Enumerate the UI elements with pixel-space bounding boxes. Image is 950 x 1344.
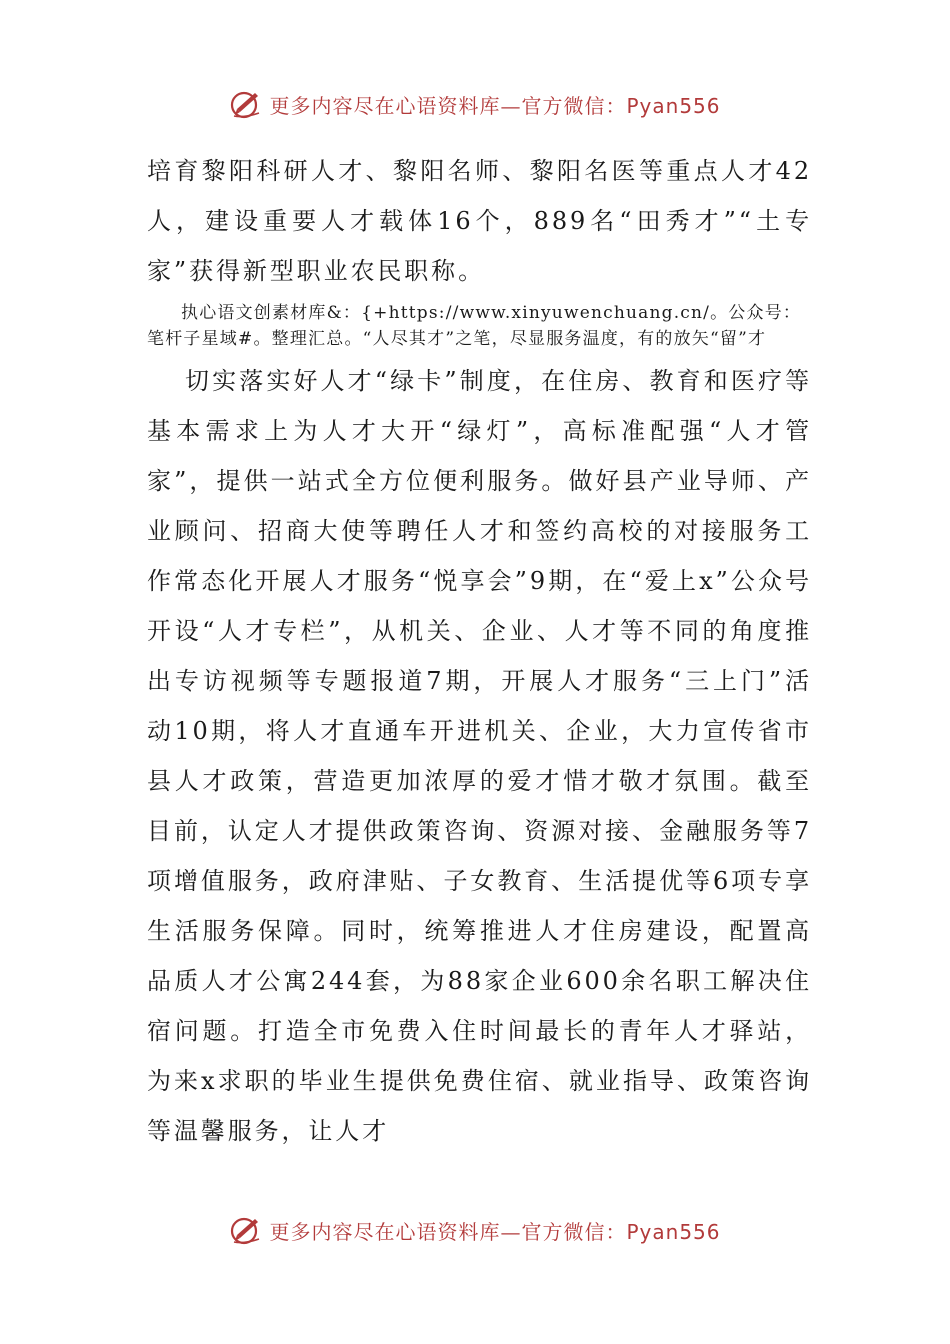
footer-wechat-id: Pyan556 xyxy=(626,1219,721,1244)
source-note: 执心语文创素材库&：{+https://www.xinyuwenchuang.cn/。公众号：笔杆子星域#。整理汇总。“人尽其才”之笔，尽显服务温度，有的放矢“留”才 xyxy=(147,303,802,349)
header-banner xyxy=(0,84,950,124)
footer-banner xyxy=(0,1210,950,1250)
paragraph-talent-cultivation: 培育黎阳科研人才、黎阳名师、黎阳名医等重点人才42人，建设重要人才载体16个，889名“田秀才”“土专家”获得新型职业农民职称。 xyxy=(147,157,812,285)
pen-seal-icon xyxy=(229,1213,265,1247)
document-body xyxy=(147,146,812,1156)
header-banner-text: 更多内容尽在心语资料库—官方微信：Pyan556 xyxy=(269,93,721,118)
pen-seal-icon xyxy=(229,87,265,121)
footer-banner-text: 更多内容尽在心语资料库—官方微信：Pyan556 xyxy=(269,1219,721,1244)
paragraph-talent-services: 切实落实好人才“绿卡”制度，在住房、教育和医疗等基本需求上为人才大开“绿灯”，高标准配强“人才管家”，提供一站式全方位便利服务。做好县产业导师、产业顾问、招商大使等聘任人才和签约高校的对接服务工作常态化开展人才服务“悦享会”9期，在“爱上x”公众号开设“人才专栏”，从机关、企业、人才等不同的角度推出专访视频等专题报道7期，开展人才服务“三上门”活动10期，将人才直通车开进机关、企业，大力宣传省市县人才政策，营造更加浓厚的爱才惜才敬才氛围。截至目前，认定人才提供政策咨询、资源对接、金融服务等7项增值服务，政府津贴、子女教育、生活提优等6项专享生活服务保障。同时，统筹推进人才住房建设，配置高品质人才公寓244套，为88家企业600余名职工解决住宿问题。打造全市免费入住时间最长的青年人才驿站，为来x求职的毕业生提供免费住宿、就业指导、政策咨询等温馨服务，让人才 xyxy=(147,367,812,1145)
header-wechat-id: Pyan556 xyxy=(626,93,721,118)
